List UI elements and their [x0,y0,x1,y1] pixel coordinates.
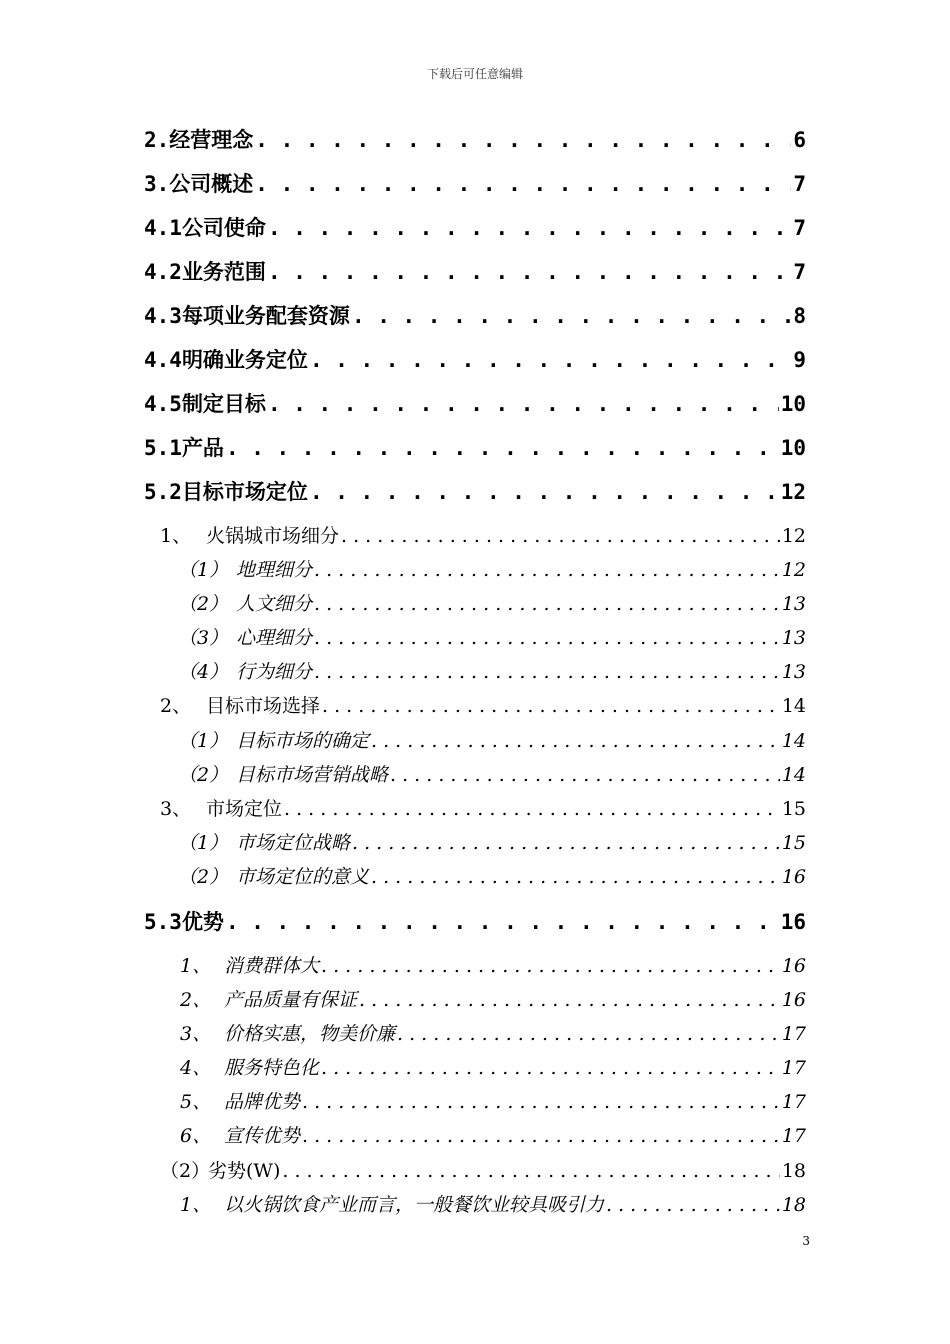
dot-leader [268,260,791,284]
toc-entry-page: 16 [781,989,806,1011]
toc-entry-number: （2） [178,764,229,786]
dot-leader [302,1125,780,1147]
toc-entry-title: 优势 [181,910,224,934]
toc-entry[interactable] [180,1053,806,1080]
dot-leader [314,661,780,683]
toc-entry-title: 心理细分 [236,627,313,649]
toc-entry-page: 13 [781,627,806,649]
toc-entry-title: 市场定位的意义 [236,866,370,888]
toc-entry-number: 4.4 [144,348,182,372]
toc-entry-title: 目标市场选择 [206,695,321,717]
toc-entry-page: 17 [781,1023,806,1045]
toc-entry-title: 业务范围 [181,260,266,284]
toc-entry-page: 7 [793,216,806,240]
toc-entry-page: 13 [781,593,806,615]
toc-entry[interactable] [160,1156,806,1183]
toc-entry-title: 制定目标 [181,392,266,416]
toc-entry-page: 10 [780,392,806,416]
toc-entry-page: 13 [781,661,806,683]
toc-entry[interactable] [144,256,806,286]
dot-leader [268,392,779,416]
toc-entry-page: 17 [781,1125,806,1147]
toc-entry[interactable] [178,726,806,753]
dot-leader [302,1091,780,1113]
dot-leader [341,525,780,547]
dot-leader [371,866,780,888]
toc-entry[interactable] [178,589,806,616]
toc-entry-number: 2、 [160,695,192,717]
toc-entry[interactable] [180,1087,806,1114]
toc-entry[interactable] [178,657,806,684]
toc-entry-title: 价格实惠，物美价廉 [224,1023,396,1045]
toc-entry-page: 17 [781,1091,806,1113]
toc-entry-number: 6、 [180,1125,212,1147]
toc-entry-number: （2） [178,866,229,888]
toc-entry[interactable] [144,906,806,936]
toc-entry-title: 宣传优势 [224,1125,301,1147]
dot-leader [322,695,780,717]
toc-entry[interactable] [144,124,806,154]
toc-entry[interactable] [160,691,806,718]
toc-entry-title: 公司概述 [169,172,254,196]
toc-entry-title: 消费群体大 [224,955,320,977]
toc-entry-page: 14 [781,695,806,717]
toc-entry[interactable] [144,212,806,242]
dot-leader [226,910,779,934]
toc-entry-page: 14 [781,730,806,752]
toc-entry-number: 5.1 [144,436,182,460]
toc-entry-page: 16 [780,910,806,934]
toc-entry-number: 4.5 [144,392,182,416]
toc-entry-number: 1、 [180,1194,212,1216]
dot-leader [390,764,780,786]
toc-entry-title: 行为细分 [236,661,313,683]
toc-entry[interactable] [144,168,806,198]
toc-entry-number: （4） [178,661,229,683]
dot-leader [397,1023,780,1045]
toc-entry-title: 地理细分 [236,559,313,581]
toc-entry-title: 品牌优势 [224,1091,301,1113]
toc-entry[interactable] [178,760,806,787]
toc-entry[interactable] [178,862,806,889]
toc-entry-page: 18 [781,1194,806,1216]
toc-entry-number: 4.3 [144,304,182,328]
dot-leader [282,1160,779,1182]
toc-entry-title: 目标市场定位 [181,480,308,504]
toc-entry-page: 12 [780,480,806,504]
toc-entry-title: 火锅城市场细分 [206,525,340,547]
toc-entry-page: 16 [781,866,806,888]
toc-entry-page: 7 [793,172,806,196]
dot-leader [268,216,791,240]
dot-leader [314,627,780,649]
toc-entry[interactable] [160,521,806,548]
toc-entry-page: 6 [793,128,806,152]
toc-entry[interactable] [160,794,806,821]
toc-entry-number: （1） [178,730,229,752]
toc-entry-page: 14 [781,764,806,786]
toc-entry-number: 5.2 [144,480,182,504]
dot-leader [371,730,780,752]
toc-entry-page: 9 [793,348,806,372]
toc-entry[interactable] [144,388,806,418]
dot-leader [255,128,791,152]
toc-entry-number: 5.3 [144,910,182,934]
toc-entry[interactable] [144,344,806,374]
toc-entry-number: 1、 [180,955,212,977]
dot-leader [310,480,779,504]
toc-entry-title: 目标市场的确定 [236,730,370,752]
toc-entry-number: 4.2 [144,260,182,284]
toc-entry-title: 服务特色化 [224,1057,320,1079]
toc-entry[interactable] [180,1019,806,1046]
toc-entry-number: 4、 [180,1057,212,1079]
toc-entry-number: 2. [144,128,170,152]
toc-entry-page: 16 [781,955,806,977]
toc-entry-page: 8 [793,304,806,328]
toc-entry-page: 12 [781,559,806,581]
toc-entry-number: （3） [178,627,229,649]
dot-leader [314,559,780,581]
toc-entry[interactable] [178,555,806,582]
dot-leader [321,955,780,977]
toc-entry-title: 每项业务配套资源 [181,304,350,328]
toc-entry-title: 以火锅饮食产业而言，一般餐饮业较具吸引力 [224,1194,605,1216]
toc-entry[interactable] [178,828,806,855]
toc-entry-title: 劣势(W) [208,1160,281,1182]
dot-leader [606,1194,780,1216]
toc-entry-page: 12 [781,525,806,547]
dot-leader [314,593,780,615]
toc-entry-page: 18 [781,1160,806,1182]
toc-entry-title: 产品 [181,436,224,460]
toc-entry-page: 15 [781,832,806,854]
toc-entry-title: 目标市场营销战略 [236,764,389,786]
toc-entry-title: 经营理念 [169,128,254,152]
toc-entry-page: 17 [781,1057,806,1079]
toc-entry-number: 1、 [160,525,192,547]
toc-entry[interactable] [180,1190,806,1217]
toc-entry-number: 4.1 [144,216,182,240]
dot-leader [352,304,791,328]
toc-entry-number: 3、 [180,1023,212,1045]
dot-leader [321,1057,780,1079]
toc-entry[interactable] [180,951,806,978]
toc-entry[interactable] [144,432,806,462]
toc-entry-number: 2、 [180,989,212,1011]
dot-leader [359,989,780,1011]
dot-leader [284,798,780,820]
dot-leader [226,436,779,460]
toc-entry-page: 7 [793,260,806,284]
toc-entry[interactable] [178,623,806,650]
toc-entry[interactable] [144,476,806,506]
page-header: 下载后可任意编辑 [426,67,523,81]
toc-entry[interactable] [180,985,806,1012]
toc-entry-number: （2） [178,593,229,615]
toc-entry-number: 3. [144,172,170,196]
toc-entry-title: 公司使命 [181,216,266,240]
toc-entry-number: 5、 [180,1091,212,1113]
toc-entry-title: 市场定位 [206,798,283,820]
toc-entry-title: 人文细分 [236,593,313,615]
toc-entry[interactable] [180,1121,806,1148]
toc-entry-number: 3、 [160,798,192,820]
toc-entry-page: 15 [781,798,806,820]
toc-entry[interactable] [144,300,806,330]
page-number: 3 [802,1234,810,1248]
toc-entry-title: 市场定位战略 [236,832,351,854]
dot-leader [310,348,791,372]
toc-entry-number: （1） [178,559,229,581]
dot-leader [255,172,791,196]
toc-entry-number: （1） [178,832,229,854]
toc-entry-title: 明确业务定位 [181,348,308,372]
toc-entry-title: 产品质量有保证 [224,989,358,1011]
toc-entry-number: （2） [160,1160,211,1182]
toc-entry-page: 10 [780,436,806,460]
dot-leader [352,832,780,854]
